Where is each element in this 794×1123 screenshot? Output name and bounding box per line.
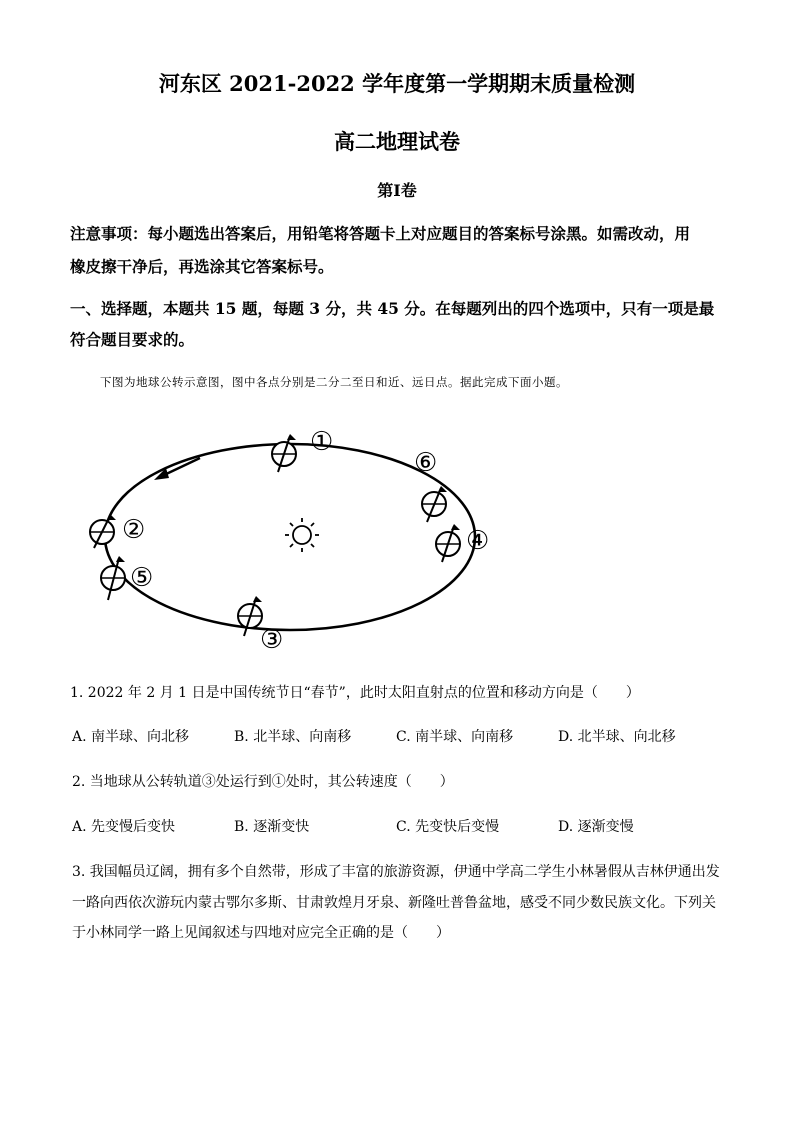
label-1: ① (310, 427, 334, 457)
question-2-option-b[interactable]: B. 逐渐变快 (234, 819, 310, 835)
sun-icon (285, 518, 319, 552)
label-2: ② (122, 515, 146, 545)
question-2-option-c[interactable]: C. 先变快后变慢 (396, 819, 500, 835)
label-6: ⑥ (414, 448, 438, 478)
part1-line-1: 一、选择题，本题共 15 题，每题 3 分，共 45 分。在每题列出的四个选项中，只有一项是最 (70, 299, 715, 318)
label-3: ③ (260, 625, 284, 655)
earth-position-2 (90, 514, 116, 548)
question-2-option-a[interactable]: A. 先变慢后变快 (72, 819, 176, 835)
question-1-stem: 1. 2022 年 2 月 1 日是中国传统节日“春节”，此时太阳直射点的位置和移动方向是（ ） (70, 685, 640, 701)
question-1-option-b[interactable]: B. 北半球、向南移 (234, 729, 352, 745)
notice-line-2: 橡皮擦干净后，再选涂其它答案标号。 (70, 257, 334, 276)
question-1-option-d[interactable]: D. 北半球、向北移 (558, 729, 676, 745)
earth-position-4 (436, 524, 460, 562)
question-2-stem: 2. 当地球从公转轨道③处运行到①处时，其公转速度（ ） (72, 774, 454, 790)
earth-position-6 (422, 486, 447, 522)
question-1-option-c[interactable]: C. 南半球、向南移 (396, 729, 514, 745)
question-2-option-d[interactable]: D. 逐渐变慢 (558, 819, 634, 835)
question-3-line-3: 于小林同学一路上见闻叙述与四地对应完全正确的是（ ） (72, 925, 450, 941)
question-3-line-1: 3. 我国幅员辽阔，拥有多个自然带，形成了丰富的旅游资源，伊通中学高二学生小林暑假从吉林伊通出发 (72, 864, 720, 880)
notice-line-1: 注意事项：每小题选出答案后，用铅笔将答题卡上对应题目的答案标号涂黑。如需改动，用 (70, 224, 691, 243)
exam-title: 河东区 2021-2022 学年度第一学期期末质量检测 (158, 71, 636, 96)
part1-line-2: 符合题目要求的。 (70, 330, 195, 349)
diagram-intro: 下图为地球公转示意图，图中各点分别是二分二至日和近、远日点。据此完成下面小题。 (100, 375, 568, 389)
label-5: ⑤ (130, 563, 154, 593)
question-3-line-2: 一路向西依次游玩内蒙古鄂尔多斯、甘肃敦煌月牙泉、新隆吐普鲁盆地，感受不同少数民族文化。下列关 (72, 895, 716, 911)
earth-orbit-diagram (70, 410, 510, 660)
exam-subtitle: 高二地理试卷 (334, 129, 460, 154)
label-4: ④ (466, 526, 490, 556)
earth-position-1 (272, 434, 296, 472)
section-heading: 第Ⅰ卷 (377, 181, 417, 200)
earth-position-3 (238, 596, 262, 636)
question-1-option-a[interactable]: A. 南半球、向北移 (72, 729, 190, 745)
